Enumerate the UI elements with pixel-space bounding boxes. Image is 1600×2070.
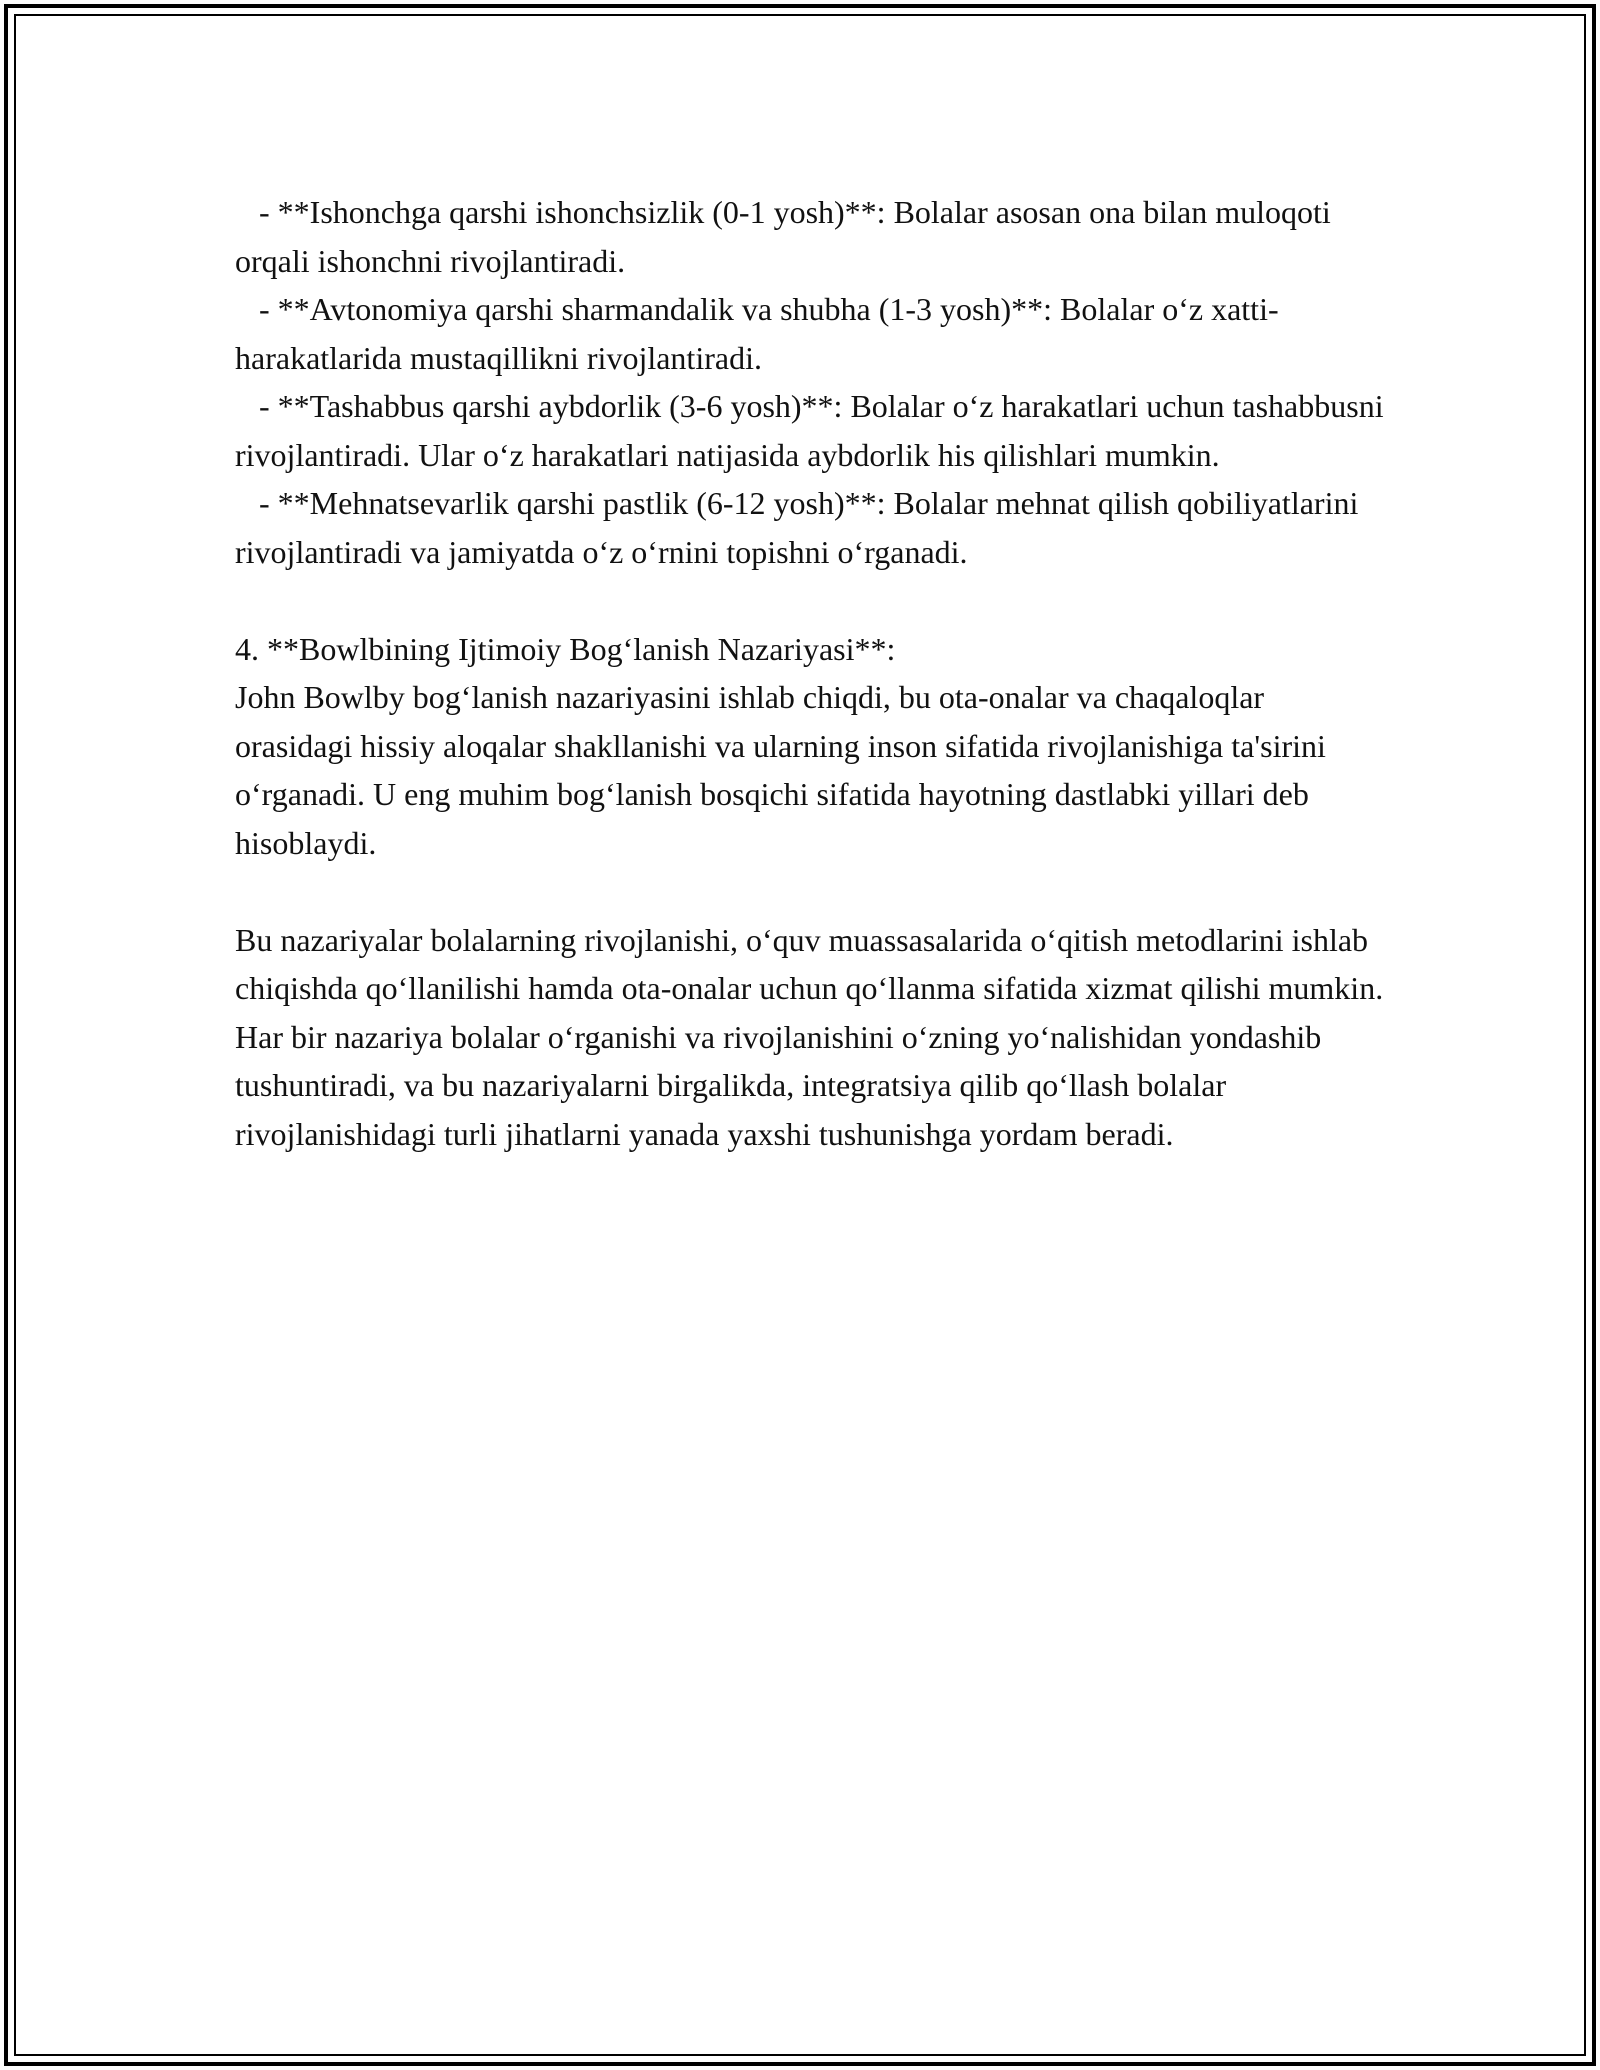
list-item-initiative: - **Tashabbus qarshi aybdorlik (3-6 yosh)**: Bolalar o‘z harakatlari uchun tashabbusni rivojlantiradi. Ular o‘z harakatlari natijasida aybdorlik his qilishlari mumkin. — [235, 388, 1392, 473]
list-item-autonomy: - **Avtonomiya qarshi sharmandalik va shubha (1-3 yosh)**: Bolalar o‘z xatti-harakatlarida mustaqillikni rivojlantiradi. — [235, 291, 1279, 376]
document-body — [235, 188, 1392, 1158]
section-heading: 4. **Bowlbining Ijtimoiy Bog‘lanish Nazariyasi**: — [235, 630, 896, 667]
list-item-trust: - **Ishonchga qarshi ishonchsizlik (0-1 yosh)**: Bolalar asosan ona bilan muloqoti orqali ishonchni rivojlantiradi. — [235, 194, 1339, 279]
paragraph-spacer — [235, 576, 1385, 625]
conclusion-paragraph: Bu nazariyalar bolalarning rivojlanishi, o‘quv muassasalarida o‘qitish metodlarini ishlab chiqishda qo‘llanilishi hamda ota-onalar uchun qo‘llanma sifatida xizmat qilishi mumkin. Har bir nazariya bolalar o‘rganishi va rivojlanishini o‘zning yo‘nalishidan yondashib tushuntiradi, va bu nazariyalarni birgalikda, integratsiya qilib qo‘llash bolalar rivojlanishidagi turli jihatlarni yanada yaxshi tushunishga yordam beradi. — [235, 921, 1392, 1152]
section-body: John Bowlby bog‘lanish nazariyasini ishlab chiqdi, bu ota-onalar va chaqaloqlar orasidagi hissiy aloqalar shakllanishi va ularning inson sifatida rivojlanishiga ta'sirini o‘rganadi. U eng muhim bog‘lanish bosqichi sifatida hayotning dastlabki yillari deb hisoblaydi. — [235, 679, 1334, 861]
list-item-industry: - **Mehnatsevarlik qarshi pastlik (6-12 yosh)**: Bolalar mehnat qilish qobiliyatlarini rivojlantiradi va jamiyatda o‘z o‘rnini topishni o‘rganadi. — [235, 485, 1367, 570]
paragraph-spacer — [235, 867, 1385, 916]
